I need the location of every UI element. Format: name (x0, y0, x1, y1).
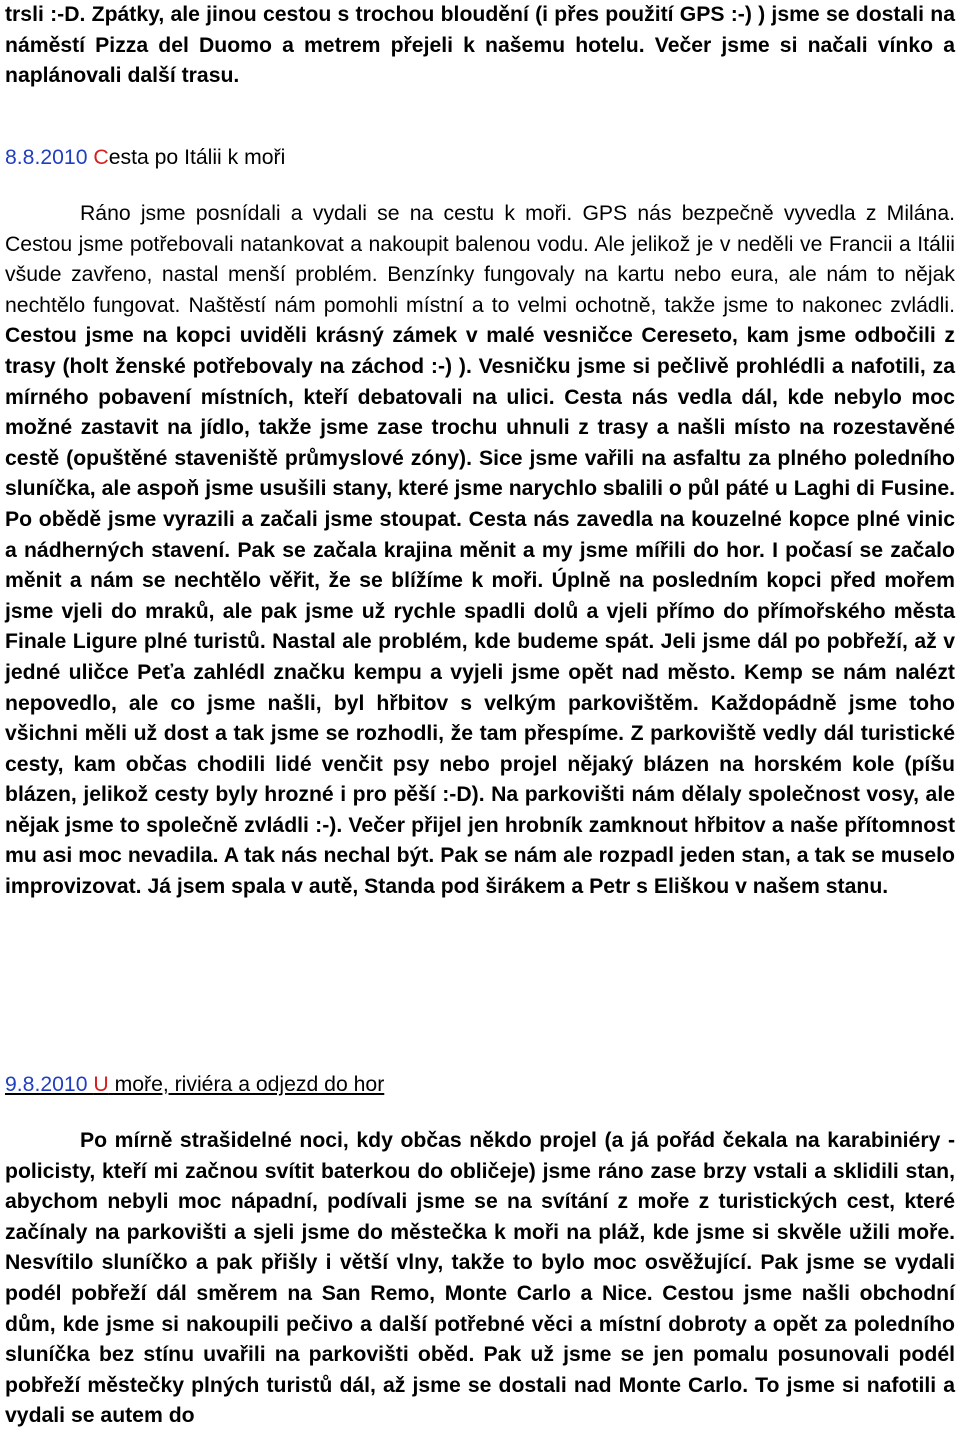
day2-title-initial: U (93, 1073, 109, 1096)
day2-heading (5, 1070, 384, 1100)
day2-date: 9.8.2010 (5, 1073, 88, 1096)
day2-paragraph: Po mírně strašidelné noci, kdy občas někdo projel (a já pořád čekala na karabiniéry - policisty, kteří mi začnou svítit baterkou do obličeje) jsme ráno zase brzy vstali a sklidili stan, abychom nebyli moc nápadní, podívali jsme se na svítání z moře z turistických cest, které začínaly na parkovišti a sjeli jsme do městečka k moři na pláž, kde jsme si skvěle užili moře. Nesvítilo sluníčko a pak přišly i větší vlny, takže to bylo moc osvěžující. Pak jsme se vydali podél pobřeží dál směrem na San Remo, Monte Carlo a Nice. Cestou jsme našli obchodní dům, kde jsme si nakoupili pečivo a další potřebné věci a místní dobroty a opět za poledního sluníčka bez stínu uvařili na parkovišti oběd. Pak už jsme se jen pomalu posunovali podél pobřeží městečky plných turistů dál, až jsme se dostali nad Monte Carlo. To jsme si nafotili a vydali se autem do (5, 1129, 955, 1428)
day2-title-rest: moře, riviéra a odjezd do hor (108, 1073, 385, 1096)
day1-paragraph (5, 199, 955, 903)
intro-paragraph: trsli :-D. Zpátky, ale jinou cestou s trochou bloudění (i přes použití GPS :-) ) jsme se dostali na náměstí Pizza del Duomo a metrem přejeli k našemu hotelu. Večer jsme si načali vínko a naplánovali další trasu. (5, 3, 955, 88)
day1-body-text: Cestou jsme na kopci uviděli krásný zámek v malé vesničce Cereseto, kam jsme odbočili z trasy (holt ženské potřebovaly na záchod :-) ). Vesničku jsme si pečlivě prohlédli a nafotili, za mírného pobavení místních, kteří debatovali na ulici. Cesta nás vedla dál, kde nebylo moc možné zastavit na jídlo, takže jsme zase trochu uhnuli z trasy a našli místo na rozestavěné cestě (opuštěné staveniště průmyslové zóny). Sice jsme vařili na asfaltu za plného poledního sluníčka, ale aspoň jsme usušili stany, které jsme narychlo sbalili o půl páté u Laghi di Fusine. Po obědě jsme vyrazili a začali jsme stoupat. Cesta nás zavedla na kouzelné kopce plné vinic a nádherných stavení. Pak se začala krajina měnit a my jsme mířili do hor. I počasí se začalo měnit a nám se nechtělo věřit, že se blížíme k moři. Úplně na posledním kopci před mořem jsme vjeli do mraků, ale pak jsme už rychle spadli dolů a vjeli přímo do přímořského města Finale Ligure plné turistů. Nastal ale problém, kde budeme spát. Jeli jsme dál po pobřeží, až v jedné uličce Peťa zahlédl značku kempu a vyjeli jsme opět nad město. Kemp se nám nalézt nepovedlo, ale co jsme našli, byl hřbitov s velkým parkovištěm. Každopádně jsme toho všichni měli už dost a tak jsme se rozhodli, že tam přespíme. Z parkoviště vedly dál turistické cesty, kam občas chodili lidé venčit psy nebo projel nějaký blázen na horském kole (píšu blázen, jelikož cesty byly hrozné i pro pěší :-D). Na parkovišti nám dělaly společnost vosy, ale nějak jsme to společně zvládli :-). Večer přijel jen hrobník zamknout hřbitov a naše přítomnost mu asi moc nevadila. A tak nás nechal být. Pak se nám ale rozpadl jeden stan, a tak se muselo improvizovat. Já jsem spala v autě, Standa pod širákem a Petr s Eliškou v našem stanu. (5, 324, 955, 899)
day1-title-initial: C (93, 146, 109, 169)
day1-date: 8.8.2010 (5, 146, 88, 169)
day1-title-rest: esta po Itálii k moři (108, 146, 286, 169)
day1-heading (5, 143, 285, 173)
day1-lead-text: Ráno jsme posnídali a vydali se na cestu k moři. GPS nás bezpečně vyvedla z Milána. Cestou jsme potřebovali natankovat a nakoupit balenou vodu. Ale jelikož je v neděli ve Francii a Itálii všude zavřeno, nastal menší problém. Benzínky fungovaly na kartu nebo eura, ale nám to nějak nechtělo fungovat. Naštěstí nám pomohli místní a to velmi ochotně, takže jsme to nakonec zvládli. (5, 202, 955, 317)
